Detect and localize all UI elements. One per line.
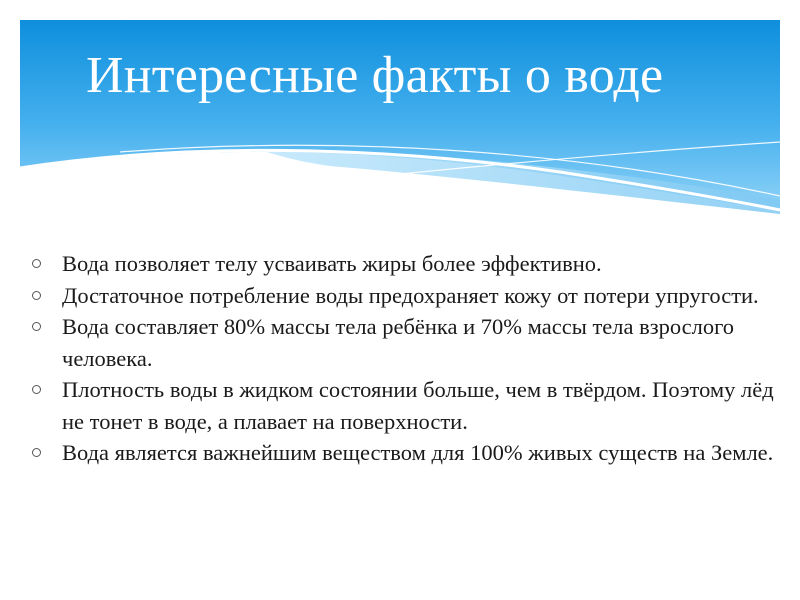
hollow-circle-icon — [32, 322, 41, 331]
bullet-text: Вода составляет 80% массы тела ребёнка и 70% массы тела взрослого человека. — [62, 314, 735, 371]
bullet-item — [30, 248, 775, 280]
bullet-item — [30, 437, 775, 469]
bullet-text: Плотность воды в жидком состоянии больше, чем в твёрдом. Поэтому лёд не тонет в воде, а плавает на поверхности. — [62, 377, 774, 434]
hollow-circle-icon — [32, 385, 41, 394]
bullet-text: Вода является важнейшим веществом для 100% живых существ на Земле. — [62, 440, 774, 465]
bullet-item — [30, 280, 775, 312]
hollow-circle-icon — [32, 291, 41, 300]
hollow-circle-icon — [32, 259, 41, 268]
bullet-item — [30, 311, 775, 374]
hollow-circle-icon — [32, 448, 41, 457]
bullet-text: Вода позволяет телу усваивать жиры более эффективно. — [62, 251, 602, 276]
slide-title: Интересные факты о воде — [86, 47, 664, 104]
bullet-item — [30, 374, 775, 437]
bullet-text: Достаточное потребление воды предохраняет кожу от потери упругости. — [62, 282, 759, 308]
header-wave-background — [0, 0, 800, 230]
bullet-list — [30, 248, 775, 469]
